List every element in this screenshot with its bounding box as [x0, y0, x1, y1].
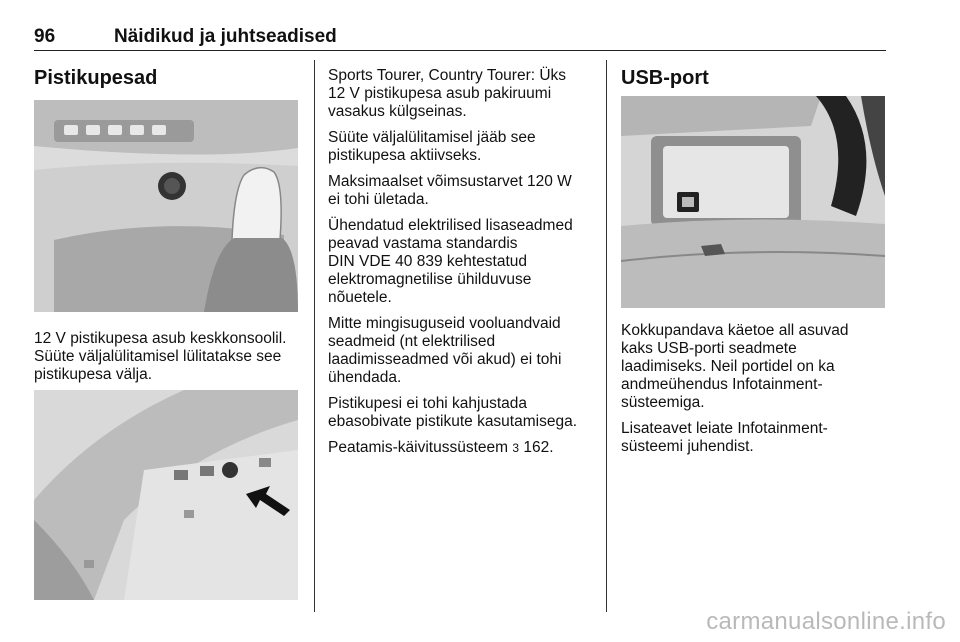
text-line: peavad vastama standardis [328, 235, 518, 252]
text-line: Sports Tourer, Country Tourer: Üks [328, 67, 567, 84]
text-line: süsteemi juhendist. [621, 438, 754, 455]
paragraph [621, 322, 885, 412]
chapter-title: Näidikud ja juhtseadised [114, 26, 337, 47]
cross-ref-page: 162. [523, 439, 554, 456]
right-column [621, 322, 885, 464]
paragraph [328, 67, 598, 121]
text-line: Kokkupandava käetoe all asuvad [621, 322, 849, 339]
paragraph [328, 129, 598, 165]
text-line: elektromagnetilise ühilduvuse [328, 271, 532, 288]
page-header [34, 24, 886, 50]
usb-port-illustration [621, 96, 885, 308]
text-line: Süüte väljalülitamisel jääb see [328, 129, 536, 146]
text-line: süsteemiga. [621, 394, 705, 411]
paragraph [328, 315, 598, 387]
text-line: pistikupesa aktiivseks. [328, 147, 482, 164]
text-line: DIN VDE 40 839 kehtestatud [328, 253, 528, 270]
column-divider-1 [314, 60, 315, 612]
text-line: ebasobivate pistikute kasutamisega. [328, 413, 578, 430]
text-line: ei tohi ületada. [328, 191, 429, 208]
text-line: andmeühendus Infotainment- [621, 376, 823, 393]
middle-column [328, 67, 598, 465]
paragraph [621, 420, 885, 456]
section-heading-sockets: Pistikupesad [34, 67, 158, 89]
header-rule [34, 50, 886, 51]
text-line: vasakus külgseinas. [328, 103, 467, 120]
cross-ref-text: Peatamis-käivitussüsteem [328, 439, 509, 456]
text-line: laadimisseadmed või akud) ei tohi [328, 351, 562, 368]
left-paragraph [34, 330, 286, 384]
column-divider-2 [606, 60, 607, 612]
text-line: kaks USB-porti seadmete [621, 340, 797, 357]
text-line: Pistikupesi ei tohi kahjustada [328, 395, 528, 412]
page-reference-icon: 3 [512, 441, 520, 455]
text-line: ühendada. [328, 369, 402, 386]
cross-reference [328, 439, 598, 457]
watermark-link[interactable]: carmanualsonline.info [706, 608, 946, 635]
section-heading-usb: USB-port [621, 67, 709, 89]
text-line: Lisateavet leiate Infotainment- [621, 420, 828, 437]
text-line: pistikupesa välja. [34, 366, 153, 383]
text-line: Mitte mingisuguseid vooluandvaid [328, 315, 561, 332]
paragraph [328, 395, 598, 431]
console-socket-illustration [34, 100, 298, 312]
text-line: Ühendatud elektrilised lisaseadmed [328, 217, 573, 234]
text-line: 12 V pistikupesa asub keskkonsoolil. [34, 330, 287, 347]
trunk-socket-illustration [34, 390, 298, 600]
paragraph [328, 173, 598, 209]
text-line: Maksimaalset võimsustarvet 120 W [328, 173, 572, 190]
page-number: 96 [34, 26, 56, 47]
text-line: Süüte väljalülitamisel lülitatakse see [34, 348, 282, 365]
text-line: nõuetele. [328, 289, 392, 306]
text-line: laadimiseks. Neil portidel on ka [621, 358, 835, 375]
text-line: 12 V pistikupesa asub pakiruumi [328, 85, 552, 102]
paragraph [328, 217, 598, 307]
text-line: seadmeid (nt elektrilised [328, 333, 496, 350]
